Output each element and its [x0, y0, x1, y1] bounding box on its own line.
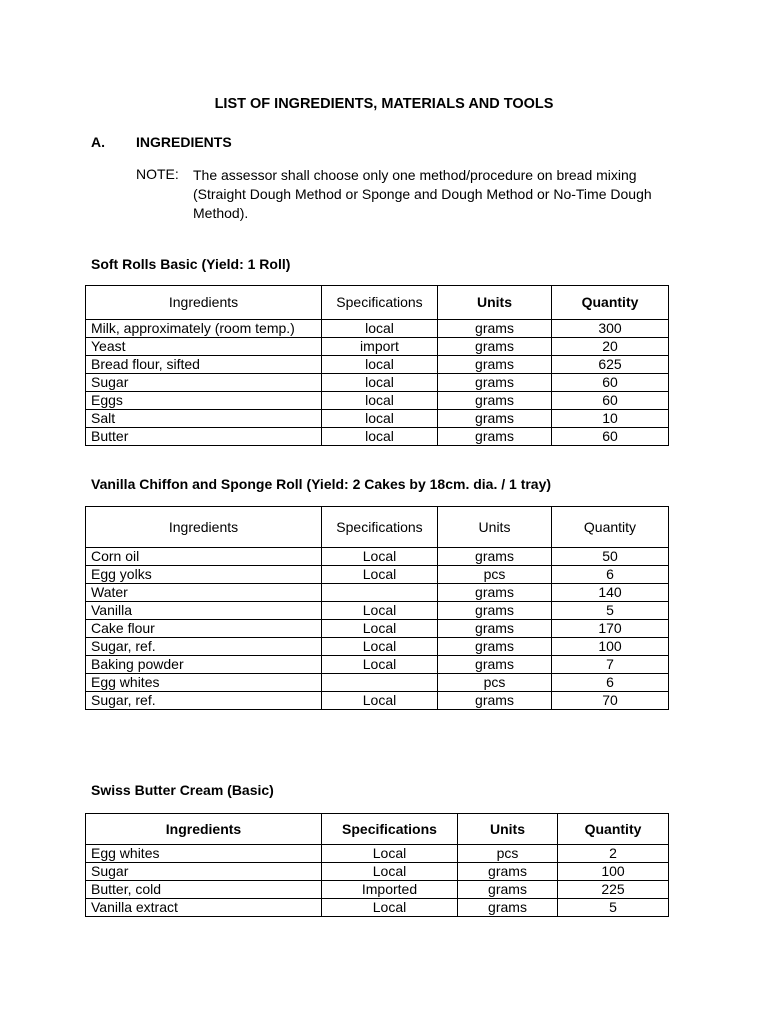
cell-ingredient: Sugar [86, 374, 322, 392]
table-row [86, 881, 669, 899]
cell-unit: grams [438, 602, 552, 620]
cell-quantity: 70 [552, 692, 669, 710]
header-ingredients: Ingredients [86, 286, 322, 320]
cell-unit: grams [438, 392, 552, 410]
cell-ingredient: Baking powder [86, 656, 322, 674]
cell-ingredient: Butter [86, 428, 322, 446]
cell-specification: Local [322, 656, 438, 674]
cell-unit: pcs [458, 845, 558, 863]
cell-specification: local [322, 320, 438, 338]
table-row [86, 620, 669, 638]
cell-unit: grams [458, 881, 558, 899]
cell-specification: Local [322, 620, 438, 638]
table-vanilla-chiffon [85, 506, 669, 710]
cell-specification: Local [322, 692, 438, 710]
note-text: The assessor shall choose only one method/procedure on bread mixing (Straight Dough Method or Sponge and Dough Method or No-Time Dough Method). [193, 167, 652, 221]
cell-ingredient: Butter, cold [86, 881, 322, 899]
cell-quantity: 100 [552, 638, 669, 656]
table-soft-rolls [85, 285, 669, 446]
cell-quantity: 7 [552, 656, 669, 674]
cell-ingredient: Vanilla extract [86, 899, 322, 917]
cell-ingredient: Cake flour [86, 620, 322, 638]
cell-ingredient: Egg whites [86, 674, 322, 692]
header-units: Units [438, 286, 552, 320]
cell-unit: grams [438, 428, 552, 446]
table-row [86, 548, 669, 566]
cell-ingredient: Egg whites [86, 845, 322, 863]
header-units: Units [458, 814, 558, 845]
cell-ingredient: Corn oil [86, 548, 322, 566]
cell-unit: grams [458, 863, 558, 881]
table-row [86, 392, 669, 410]
cell-specification: local [322, 428, 438, 446]
cell-specification: local [322, 356, 438, 374]
cell-quantity: 60 [552, 392, 669, 410]
cell-ingredient: Egg yolks [86, 566, 322, 584]
cell-unit: grams [458, 899, 558, 917]
cell-quantity: 100 [558, 863, 669, 881]
cell-specification: Local [322, 845, 458, 863]
cell-unit: grams [438, 656, 552, 674]
cell-unit: grams [438, 584, 552, 602]
cell-specification: local [322, 410, 438, 428]
note-label: NOTE: [136, 166, 179, 182]
cell-quantity: 625 [552, 356, 669, 374]
cell-unit: grams [438, 638, 552, 656]
cell-ingredient: Sugar [86, 863, 322, 881]
cell-ingredient: Water [86, 584, 322, 602]
header-specifications: Specifications [322, 286, 438, 320]
cell-unit: grams [438, 410, 552, 428]
cell-unit: grams [438, 620, 552, 638]
table-row [86, 899, 669, 917]
cell-quantity: 10 [552, 410, 669, 428]
cell-ingredient: Vanilla [86, 602, 322, 620]
cell-ingredient: Yeast [86, 338, 322, 356]
cell-quantity: 50 [552, 548, 669, 566]
cell-unit: grams [438, 374, 552, 392]
cell-quantity: 170 [552, 620, 669, 638]
cell-quantity: 2 [558, 845, 669, 863]
cell-unit: pcs [438, 674, 552, 692]
header-specifications: Specifications [322, 507, 438, 548]
cell-quantity: 60 [552, 374, 669, 392]
table-row [86, 338, 669, 356]
cell-specification: Imported [322, 881, 458, 899]
header-specifications: Specifications [322, 814, 458, 845]
cell-specification: Local [322, 602, 438, 620]
cell-quantity: 5 [552, 602, 669, 620]
cell-quantity: 140 [552, 584, 669, 602]
table-row [86, 356, 669, 374]
section-letter: A. [91, 134, 105, 150]
cell-ingredient: Sugar, ref. [86, 638, 322, 656]
cell-ingredient: Sugar, ref. [86, 692, 322, 710]
cell-specification: Local [322, 863, 458, 881]
cell-quantity: 60 [552, 428, 669, 446]
cell-specification [322, 584, 438, 602]
cell-unit: grams [438, 320, 552, 338]
cell-ingredient: Eggs [86, 392, 322, 410]
table-row [86, 374, 669, 392]
header-quantity: Quantity [552, 286, 669, 320]
table-row [86, 584, 669, 602]
cell-quantity: 6 [552, 674, 669, 692]
cell-specification [322, 674, 438, 692]
cell-unit: grams [438, 338, 552, 356]
header-quantity: Quantity [552, 507, 669, 548]
table-row [86, 656, 669, 674]
table-row [86, 410, 669, 428]
table-swiss-butter-cream [85, 813, 669, 917]
table-header-row [86, 286, 669, 320]
cell-ingredient: Salt [86, 410, 322, 428]
table-header-row [86, 507, 669, 548]
table-title-soft-rolls: Soft Rolls Basic (Yield: 1 Roll) [91, 256, 291, 272]
cell-specification: Local [322, 899, 458, 917]
section-title: INGREDIENTS [136, 134, 232, 150]
cell-unit: grams [438, 548, 552, 566]
cell-quantity: 225 [558, 881, 669, 899]
cell-specification: local [322, 374, 438, 392]
table-row [86, 320, 669, 338]
table-row [86, 674, 669, 692]
header-ingredients: Ingredients [86, 814, 322, 845]
cell-specification: Local [322, 548, 438, 566]
table-row [86, 602, 669, 620]
table-row [86, 863, 669, 881]
cell-specification: local [322, 392, 438, 410]
table-row [86, 428, 669, 446]
cell-quantity: 5 [558, 899, 669, 917]
cell-ingredient: Milk, approximately (room temp.) [86, 320, 322, 338]
header-units: Units [438, 507, 552, 548]
table-title-vanilla-chiffon: Vanilla Chiffon and Sponge Roll (Yield: 2 Cakes by 18cm. dia. / 1 tray) [91, 476, 552, 492]
table-row [86, 845, 669, 863]
header-ingredients: Ingredients [86, 507, 322, 548]
page-title: LIST OF INGREDIENTS, MATERIALS AND TOOLS [214, 96, 554, 112]
table-header-row [86, 814, 669, 845]
table-row [86, 566, 669, 584]
cell-unit: grams [438, 692, 552, 710]
cell-unit: grams [438, 356, 552, 374]
cell-specification: import [322, 338, 438, 356]
cell-ingredient: Bread flour, sifted [86, 356, 322, 374]
cell-unit: pcs [438, 566, 552, 584]
cell-quantity: 6 [552, 566, 669, 584]
table-title-swiss-butter-cream: Swiss Butter Cream (Basic) [91, 782, 274, 798]
cell-specification: Local [322, 566, 438, 584]
cell-quantity: 300 [552, 320, 669, 338]
cell-quantity: 20 [552, 338, 669, 356]
cell-specification: Local [322, 638, 438, 656]
table-row [86, 692, 669, 710]
table-row [86, 638, 669, 656]
header-quantity: Quantity [558, 814, 669, 845]
